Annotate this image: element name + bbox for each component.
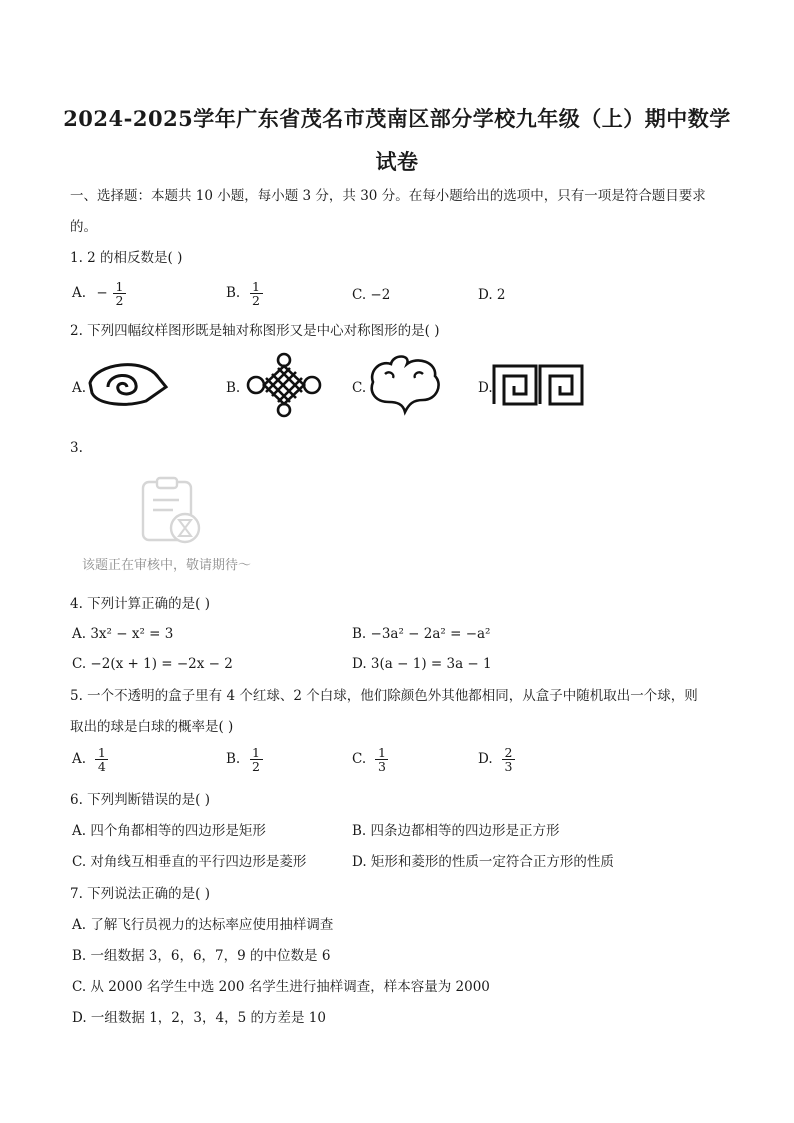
q5-a-fraction [96, 746, 107, 773]
q7-option-b: B. 一组数据 3，6，6，7，9 的中位数是 6 [72, 948, 331, 964]
q3-pending-notice: 该题正在审核中，敬请期待～ [82, 558, 252, 573]
q1-b-denominator: 2 [252, 293, 260, 309]
q5-a-numerator: 1 [97, 745, 106, 760]
q5-stem-line1: 5. 一个不透明的盒子里有 4 个红球、2 个白球，他们除颜色外其他都相同，从盒子中随机取出一个球，则 [70, 688, 698, 704]
q5-b-fraction [251, 746, 262, 773]
q5-option-b [226, 746, 262, 773]
q5-d-numerator: 2 [504, 745, 513, 760]
q5-option-c [352, 746, 387, 773]
q6-stem: 6. 下列判断错误的是( ) [70, 792, 210, 808]
q5-b-denominator: 2 [252, 759, 260, 775]
q4-option-c: C. −2(x + 1) = −2x − 2 [72, 656, 233, 672]
q2-d-fret-pattern-figure [492, 364, 584, 408]
q1-a-sign: − [96, 285, 108, 302]
q2-d-label: D. [478, 380, 493, 396]
q2-b-label: B. [226, 380, 241, 396]
q5-c-fraction [376, 746, 387, 773]
q1-option-d: D. 2 [478, 287, 506, 303]
q2-a-spiral-cloud-figure [86, 357, 170, 407]
q7-option-a: A. 了解飞行员视力的达标率应使用抽样调查 [72, 917, 334, 933]
q5-b-label: B. [226, 751, 241, 768]
q1-a-label: A. [72, 285, 87, 302]
q1-a-denominator: 2 [115, 293, 124, 309]
q5-c-numerator: 1 [377, 745, 386, 760]
q6-option-b: B. 四条边都相等的四边形是正方形 [352, 823, 560, 839]
q1-a-numerator: 1 [115, 279, 124, 294]
q4-stem: 4. 下列计算正确的是( ) [70, 596, 210, 612]
q1-stem: 1. 2 的相反数是( ) [70, 250, 183, 266]
q5-option-d [478, 746, 514, 773]
q1-b-numerator: 1 [252, 279, 260, 294]
q5-b-numerator: 1 [252, 745, 260, 760]
q6-option-a: A. 四个角都相等的四边形是矩形 [72, 823, 266, 839]
q2-stem: 2. 下列四幅纹样图形既是轴对称图形又是中心对称图形的是( ) [70, 323, 440, 339]
q5-option-a [72, 746, 107, 773]
q6-option-d: D. 矩形和菱形的性质一定符合正方形的性质 [352, 854, 614, 870]
q2-a-label: A. [72, 380, 87, 396]
q2-c-cloud-figure [367, 352, 443, 420]
q3-stem: 3. [70, 440, 83, 456]
section1-instructions-line2: 的。 [70, 219, 97, 235]
q1-b-label: B. [226, 285, 241, 302]
q4-option-d: D. 3(a − 1) = 3a − 1 [352, 656, 492, 672]
clipboard-hourglass-icon [135, 476, 205, 548]
q7-option-d: D. 一组数据 1，2，3，4，5 的方差是 10 [72, 1010, 326, 1026]
q1-a-fraction [114, 280, 125, 307]
q1-option-a [72, 280, 125, 307]
q1-b-fraction [251, 280, 262, 307]
q5-c-denominator: 3 [377, 759, 386, 775]
q2-c-label: C. [352, 380, 367, 396]
q4-option-a: A. 3x² − x² = 3 [72, 626, 174, 642]
q1-option-c: C. −2 [352, 287, 391, 303]
exam-title-line2: 试卷 [375, 149, 419, 174]
q5-c-label: C. [352, 751, 367, 768]
q7-option-c: C. 从 2000 名学生中选 200 名学生进行抽样调查，样本容量为 2000 [72, 979, 490, 995]
q6-option-c: C. 对角线互相垂直的平行四边形是菱形 [72, 854, 307, 870]
q5-a-label: A. [72, 751, 87, 768]
q5-d-fraction [503, 746, 514, 773]
q4-option-b: B. −3a² − 2a² = −a² [352, 626, 491, 642]
exam-title-line1: 2024-2025学年广东省茂名市茂南区部分学校九年级（上）期中数学 [63, 106, 731, 131]
q7-stem: 7. 下列说法正确的是( ) [70, 886, 210, 902]
q5-d-denominator: 3 [504, 759, 513, 775]
q1-option-b [226, 280, 262, 307]
section1-instructions-line1: 一、选择题：本题共 10 小题，每小题 3 分，共 30 分。在每小题给出的选项中，只有一项是符合题目要求 [70, 188, 706, 204]
q5-stem-line2: 取出的球是白球的概率是( ) [70, 719, 234, 735]
q5-d-label: D. [478, 751, 493, 768]
q5-a-denominator: 4 [97, 759, 106, 775]
q2-b-chinese-knot-figure [244, 352, 324, 418]
